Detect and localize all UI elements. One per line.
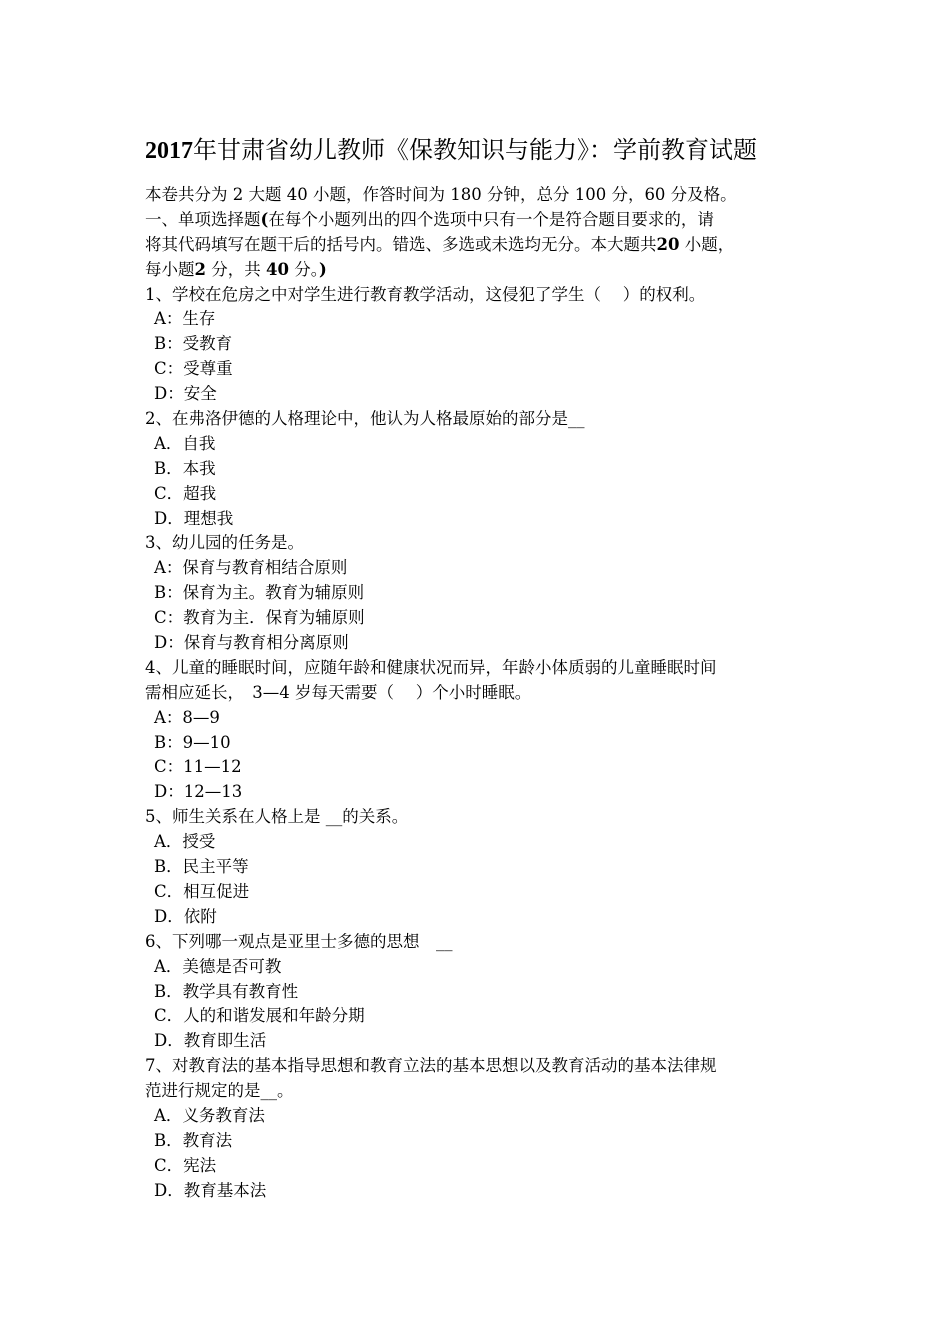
question-stem: 6、下列哪一观点是亚里士多德的思想 __ — [145, 931, 453, 951]
title-year: 2017 — [145, 138, 193, 164]
option-b: B．本我 — [154, 458, 216, 478]
section-header-line-1: 一、单项选择题(在每个小题列出的四个选项中只有一个是符合题目要求的，请 — [145, 209, 714, 229]
option-b: B：保育为主。教育为辅原则 — [154, 583, 365, 603]
option-c: C．人的和谐发展和年龄分期 — [154, 1006, 365, 1026]
question-3 — [145, 531, 815, 655]
question-4 — [145, 656, 815, 805]
section-header-line-3: 每小题2 分，共 40 分。) — [145, 259, 327, 279]
option-a: A．自我 — [154, 433, 216, 453]
question-list — [145, 283, 815, 1204]
option-d: D．教育基本法 — [154, 1180, 267, 1200]
option-c: C：11—12 — [154, 757, 242, 777]
question-2 — [145, 407, 815, 531]
option-b: B．民主平等 — [154, 857, 249, 877]
title-text: 年甘肃省幼儿教师《保教知识与能力》：学前教育试题 — [193, 136, 757, 164]
question-stem: 1、学校在危房之中对学生进行教育教学活动，这侵犯了学生（ ）的权利。 — [145, 284, 706, 304]
option-a: A．美德是否可教 — [154, 956, 282, 976]
question-stem: 3、幼儿园的任务是。 — [145, 533, 304, 553]
option-a: A：生存 — [154, 309, 216, 329]
exam-intro: 本卷共分为 2 大题 40 小题，作答时间为 180 分钟，总分 100 分，60 分及格。 — [145, 185, 737, 204]
document-title — [145, 132, 815, 168]
option-c: C．超我 — [154, 483, 217, 503]
option-c: C：受尊重 — [154, 359, 233, 379]
question-7 — [145, 1054, 815, 1203]
option-a: A：8—9 — [154, 707, 220, 727]
option-c: C：教育为主．保育为辅原则 — [154, 608, 365, 628]
option-d: D．依附 — [154, 906, 217, 926]
question-stem-continued: 范进行规定的是__。 — [145, 1081, 294, 1101]
question-6 — [145, 930, 815, 1054]
question-stem: 2、在弗洛伊德的人格理论中，他认为人格最原始的部分是__ — [145, 409, 585, 429]
option-d: D：安全 — [154, 384, 217, 404]
option-a: A：保育与教育相结合原则 — [154, 558, 348, 578]
section-header-line-2: 将其代码填写在题干后的括号内。错选、多选或未选均无分。本大题共20 小题， — [145, 234, 735, 254]
question-1 — [145, 283, 815, 407]
option-b: B：9—10 — [154, 732, 231, 752]
option-b: B：受教育 — [154, 334, 233, 354]
option-c: C．相互促进 — [154, 881, 250, 901]
question-stem-continued: 需相应延长， 3—4 岁每天需要（ ）个小时睡眠。 — [145, 682, 532, 702]
option-a: A．义务教育法 — [154, 1105, 265, 1125]
option-a: A．授受 — [154, 832, 216, 852]
option-c: C．宪法 — [154, 1155, 217, 1175]
question-stem: 4、儿童的睡眠时间，应随年龄和健康状况而异，年龄小体质弱的儿童睡眠时间 — [145, 657, 717, 677]
document-page — [145, 132, 815, 1204]
question-5 — [145, 805, 815, 929]
option-b: B．教育法 — [154, 1130, 233, 1150]
option-d: D．教育即生活 — [154, 1031, 267, 1051]
option-d: D．理想我 — [154, 508, 234, 528]
question-stem: 5、师生关系在人格上是 __的关系。 — [145, 807, 409, 827]
question-stem: 7、对教育法的基本指导思想和教育立法的基本思想以及教育活动的基本法律规 — [145, 1056, 717, 1076]
option-b: B．教学具有教育性 — [154, 981, 299, 1001]
option-d: D：保育与教育相分离原则 — [154, 633, 349, 653]
option-d: D：12—13 — [154, 782, 243, 802]
